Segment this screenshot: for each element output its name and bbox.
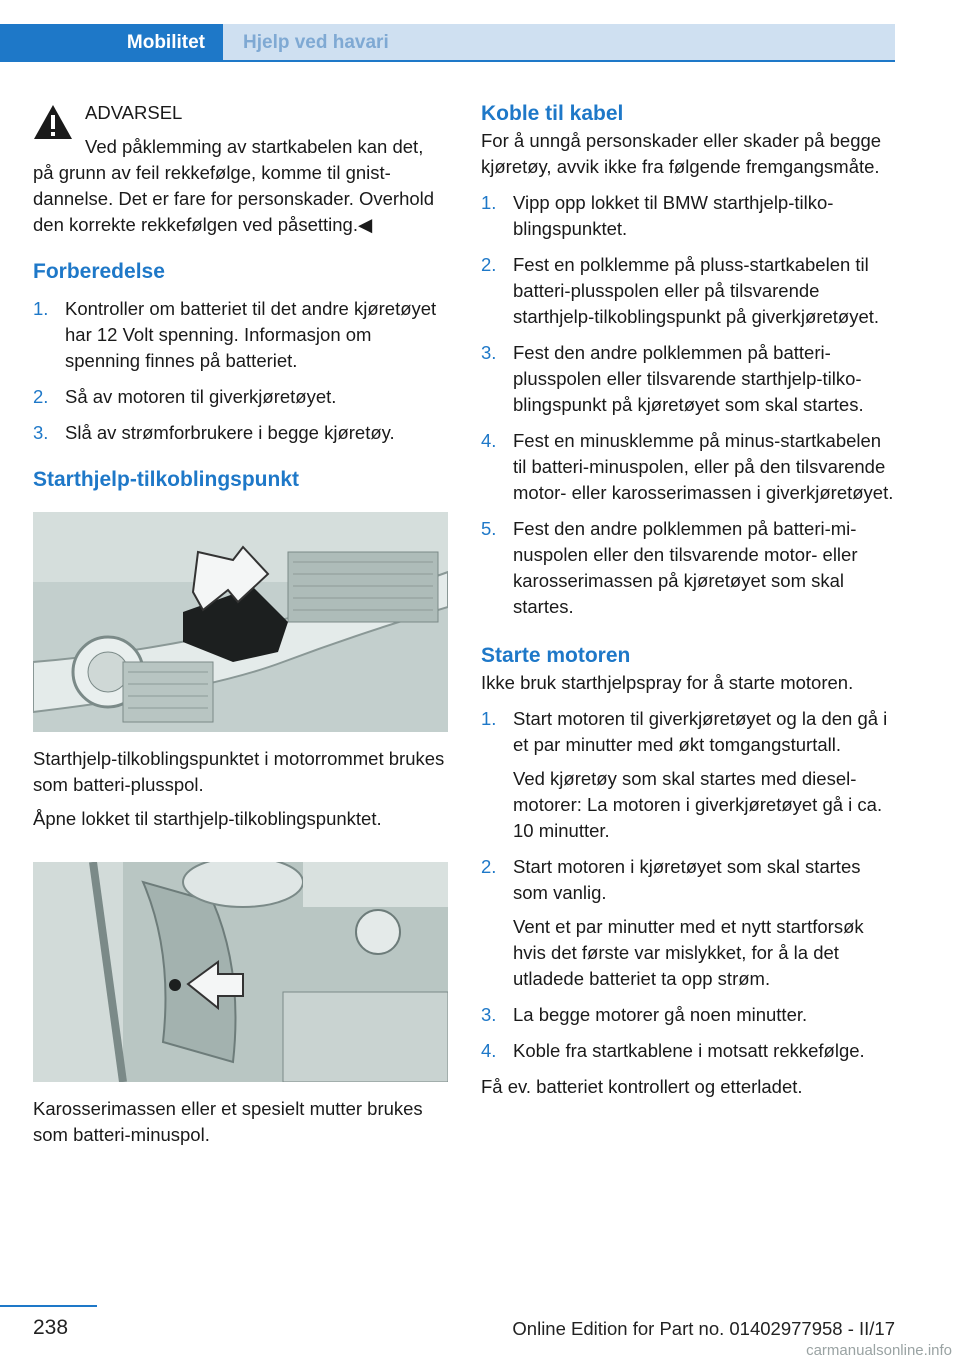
list-text: Start motoren i kjøretøyet som skal startes som vanlig. bbox=[513, 856, 861, 903]
start-intro: Ikke bruk starthjelpspray for å starte motoren. bbox=[481, 672, 854, 693]
list-subtext: Vent et par minutter med et nytt startforsøk hvis det første var mislykket, for å la det utladede batteriet ta opp strøm. bbox=[513, 916, 864, 989]
caption-open-cover: Åpne lokket til starthjelp-tilkoblingspunktet. bbox=[33, 808, 382, 829]
list-text: Fest den andre polklemmen på batteri-minuspolen eller den tilsvarende motor- eller karosserimassen på kjøretøyet som skal startes. bbox=[513, 518, 858, 617]
tab-mobilitet[interactable]: Mobilitet bbox=[0, 24, 223, 62]
list-item bbox=[481, 340, 897, 418]
list-item bbox=[481, 190, 897, 242]
page-number: 238 bbox=[33, 1316, 69, 1339]
list-text: Koble fra startkablene i motsatt rekkefølge. bbox=[513, 1040, 865, 1061]
list-number: 3. bbox=[33, 422, 49, 443]
list-number: 4. bbox=[481, 1040, 497, 1061]
list-number: 5. bbox=[481, 518, 497, 539]
header-divider bbox=[0, 60, 895, 62]
list-item bbox=[481, 1002, 897, 1028]
list-number: 3. bbox=[481, 1004, 497, 1025]
list-text: Vipp opp lokket til BMW starthjelp-tilkoblingspunktet. bbox=[513, 192, 834, 239]
list-number: 1. bbox=[481, 192, 497, 213]
heading-starthjelp: Starthjelp-tilkoblingspunkt bbox=[33, 468, 299, 491]
list-text: Så av motoren til giverkjøretøyet. bbox=[65, 386, 337, 407]
list-text: Kontroller om batteriet til det andre kjøretøyet har 12 Volt spenning. Informasjon om spenning finnes på batteriet. bbox=[65, 298, 437, 371]
engine-bay-image-plus bbox=[33, 512, 448, 732]
list-item bbox=[33, 384, 448, 410]
page-header bbox=[0, 0, 895, 62]
tab-hjelp-ved-havari[interactable]: Hjelp ved havari bbox=[223, 24, 895, 62]
list-text: Fest en minusklemme på minus-startkabelen til batteri-minuspolen, eller på den tilsvarende motor- eller karosserimassen i giverkjøretøyet. bbox=[513, 430, 894, 503]
list-number: 2. bbox=[481, 856, 497, 877]
list-number: 2. bbox=[481, 254, 497, 275]
list-text: Fest den andre polklemmen på batteri-plusspolen eller tilsvarende starthjelp-tilkoblingspunkt på kjøretøyet som skal startes. bbox=[513, 342, 864, 415]
list-subtext: Ved kjøretøy som skal startes med dieselmotorer: La motoren i giverkjøretøyet gå i ca. 10 minutter. bbox=[513, 768, 883, 841]
list-text: Slå av strømforbrukere i begge kjøretøy. bbox=[65, 422, 395, 443]
list-number: 2. bbox=[33, 386, 49, 407]
start-list bbox=[481, 706, 897, 1064]
warning-title: ADVARSEL bbox=[85, 102, 183, 123]
list-text: Fest en polklemme på pluss-startkabelen til batteri-plusspolen eller på tilsvarende starthjelp-tilkoblingspunkt på giverkjøretøyet. bbox=[513, 254, 880, 327]
heading-forberedelse: Forberedelse bbox=[33, 260, 165, 283]
list-item bbox=[481, 854, 897, 992]
right-column bbox=[481, 100, 897, 1108]
list-number: 4. bbox=[481, 430, 497, 451]
caption-minus-pole: Karosserimassen eller et spesielt mutter brukes som batteri-minuspol. bbox=[33, 1098, 423, 1145]
list-item bbox=[33, 296, 448, 374]
heading-koble-til-kabel: Koble til kabel bbox=[481, 102, 624, 125]
caption-plus-pole: Starthjelp-tilkoblingspunktet i motorrommet brukes som batteri-plusspol. bbox=[33, 748, 445, 795]
warning-block bbox=[33, 100, 448, 238]
list-number: 1. bbox=[33, 298, 49, 319]
list-text: La begge motorer gå noen minutter. bbox=[513, 1004, 808, 1025]
left-column bbox=[33, 100, 448, 1156]
list-text: Start motoren til giverkjøretøyet og la den gå i et par minutter med økt tomgangsturtall. bbox=[513, 708, 888, 755]
heading-starte-motoren: Starte motoren bbox=[481, 644, 631, 667]
connect-list bbox=[481, 190, 897, 620]
prep-list bbox=[33, 296, 448, 446]
list-number: 3. bbox=[481, 342, 497, 363]
connect-intro: For å unngå personskader eller skader på begge kjøretøy, avvik ikke fra følgende fremgangsmåte. bbox=[481, 130, 882, 177]
warning-icon bbox=[33, 104, 73, 140]
list-item bbox=[481, 428, 897, 506]
list-item bbox=[481, 516, 897, 620]
start-outro: Få ev. batteriet kontrollert og etterladet. bbox=[481, 1076, 803, 1097]
footer-divider bbox=[0, 1305, 97, 1307]
list-item bbox=[481, 706, 897, 844]
watermark: carmanualsonline.info bbox=[806, 1342, 952, 1359]
warning-text: Ved påklemming av startkabelen kan det, på grunn av feil rekkefølge, komme til gnistdannelse. Det er fare for personskader. Overhold den korrekte rekkefølgen ved påsetting.◀ bbox=[33, 136, 435, 235]
edition-info: Online Edition for Part no. 01402977958 - II/17 bbox=[512, 1318, 895, 1339]
list-number: 1. bbox=[481, 708, 497, 729]
engine-bay-image-minus bbox=[33, 862, 448, 1082]
list-item bbox=[33, 420, 448, 446]
list-item bbox=[481, 252, 897, 330]
list-item bbox=[481, 1038, 897, 1064]
